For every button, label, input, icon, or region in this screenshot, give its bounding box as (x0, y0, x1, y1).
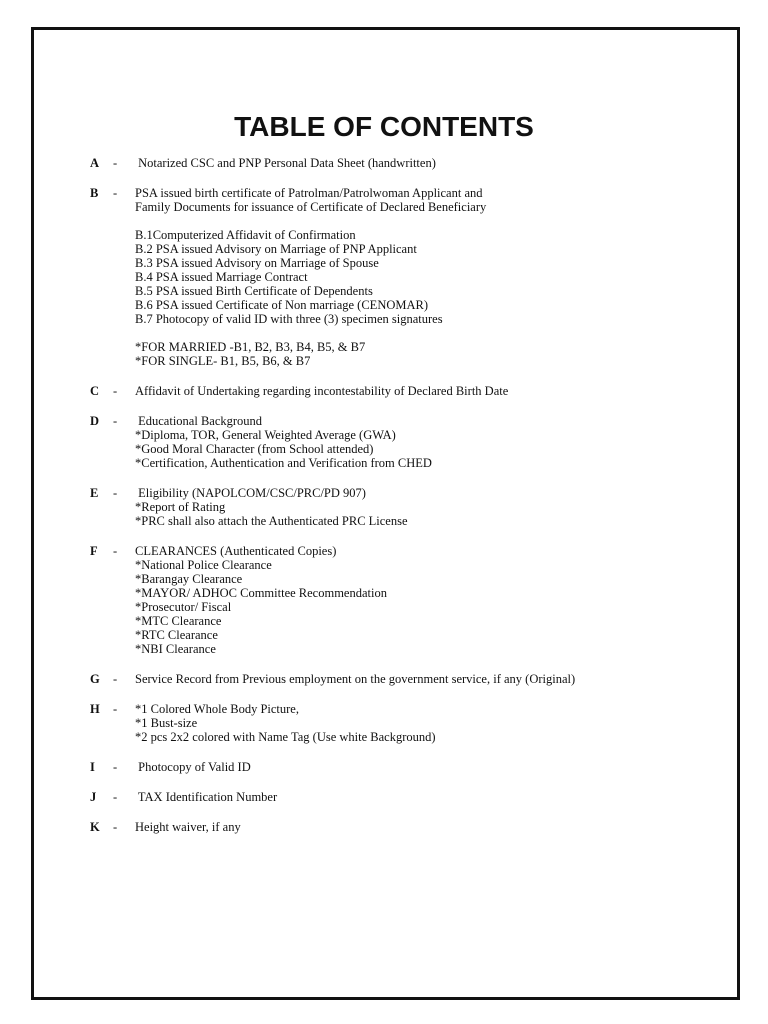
entry-dash: - (113, 414, 118, 428)
entry-line: *PRC shall also attach the Authenticated PRC License (135, 514, 408, 528)
entry-letter: C (90, 384, 100, 398)
entry-letter: H (90, 702, 100, 716)
entry-line: CLEARANCES (Authenticated Copies) (135, 544, 337, 558)
sub-item: B.3 PSA issued Advisory on Marriage of Spouse (135, 256, 379, 270)
toc-entry-k (90, 820, 710, 834)
entry-line: *2 pcs 2x2 colored with Name Tag (Use white Background) (135, 730, 436, 744)
entry-line: Notarized CSC and PNP Personal Data Sheet (handwritten) (135, 156, 436, 170)
entry-line: Height waiver, if any (135, 820, 241, 834)
entry-dash: - (113, 156, 118, 170)
entry-line: Family Documents for issuance of Certificate of Declared Beneficiary (135, 200, 487, 214)
entry-line: *Prosecutor/ Fiscal (135, 600, 232, 614)
entry-letter: G (90, 672, 100, 686)
entry-line: *MTC Clearance (135, 614, 222, 628)
sub-item: B.1Computerized Affidavit of Confirmation (135, 228, 356, 242)
entry-dash: - (113, 790, 118, 804)
entry-line: *Good Moral Character (from School attended) (135, 442, 374, 456)
entry-dash: - (113, 702, 118, 716)
entry-dash: - (113, 820, 118, 834)
entry-line: Eligibility (NAPOLCOM/CSC/PRC/PD 907) (135, 486, 366, 500)
entry-line: PSA issued birth certificate of Patrolman/Patrolwoman Applicant and (135, 186, 483, 200)
toc-entry-d (90, 414, 710, 470)
entry-letter: K (90, 820, 100, 834)
entry-line: Photocopy of Valid ID (135, 760, 251, 774)
page-title: TABLE OF CONTENTS (234, 111, 534, 142)
entry-line: *1 Colored Whole Body Picture, (135, 702, 299, 716)
entry-line: *Report of Rating (135, 500, 226, 514)
entry-line: TAX Identification Number (135, 790, 278, 804)
toc-entry-j (90, 790, 710, 804)
note-line: *FOR SINGLE- B1, B5, B6, & B7 (135, 354, 311, 368)
toc-entry-e (90, 486, 710, 528)
entry-line: *Diploma, TOR, General Weighted Average (GWA) (135, 428, 396, 442)
entry-line: *MAYOR/ ADHOC Committee Recommendation (135, 586, 387, 600)
entry-line: *NBI Clearance (135, 642, 216, 656)
toc-entry-g (90, 672, 710, 686)
entry-dash: - (113, 186, 118, 200)
toc-entry-a (90, 156, 710, 170)
toc-entry-c (90, 384, 710, 398)
entry-line: Affidavit of Undertaking regarding incontestability of Declared Birth Date (135, 384, 509, 398)
entry-line: Service Record from Previous employment on the government service, if any (Original) (135, 672, 576, 686)
sub-item: B.7 Photocopy of valid ID with three (3) specimen signatures (135, 312, 443, 326)
entry-line: *Certification, Authentication and Verification from CHED (135, 456, 432, 470)
sub-item: B.6 PSA issued Certificate of Non marriage (CENOMAR) (135, 298, 429, 312)
toc-entry-i (90, 760, 710, 774)
entry-dash: - (113, 544, 118, 558)
toc-entry-h (90, 702, 710, 744)
entry-dash: - (113, 486, 118, 500)
toc-entry-f (90, 544, 710, 656)
entry-dash: - (113, 672, 118, 686)
entry-letter: I (90, 760, 95, 774)
entry-dash: - (113, 760, 118, 774)
entry-letter: J (90, 790, 97, 804)
sub-item: B.5 PSA issued Birth Certificate of Dependents (135, 284, 373, 298)
note-line: *FOR MARRIED -B1, B2, B3, B4, B5, & B7 (135, 340, 366, 354)
sub-item: B.4 PSA issued Marriage Contract (135, 270, 308, 284)
entry-line: *RTC Clearance (135, 628, 218, 642)
entry-line: Educational Background (135, 414, 263, 428)
entry-line: *1 Bust-size (135, 716, 198, 730)
toc-list (90, 156, 710, 850)
entry-dash: - (113, 384, 118, 398)
entry-letter: E (90, 486, 99, 500)
entry-letter: D (90, 414, 100, 428)
entry-letter: B (90, 186, 99, 200)
toc-entry-b (90, 186, 710, 368)
entry-letter: A (90, 156, 100, 170)
entry-line: *National Police Clearance (135, 558, 272, 572)
entry-letter: F (90, 544, 98, 558)
entry-line: *Barangay Clearance (135, 572, 243, 586)
sub-item: B.2 PSA issued Advisory on Marriage of PNP Applicant (135, 242, 417, 256)
